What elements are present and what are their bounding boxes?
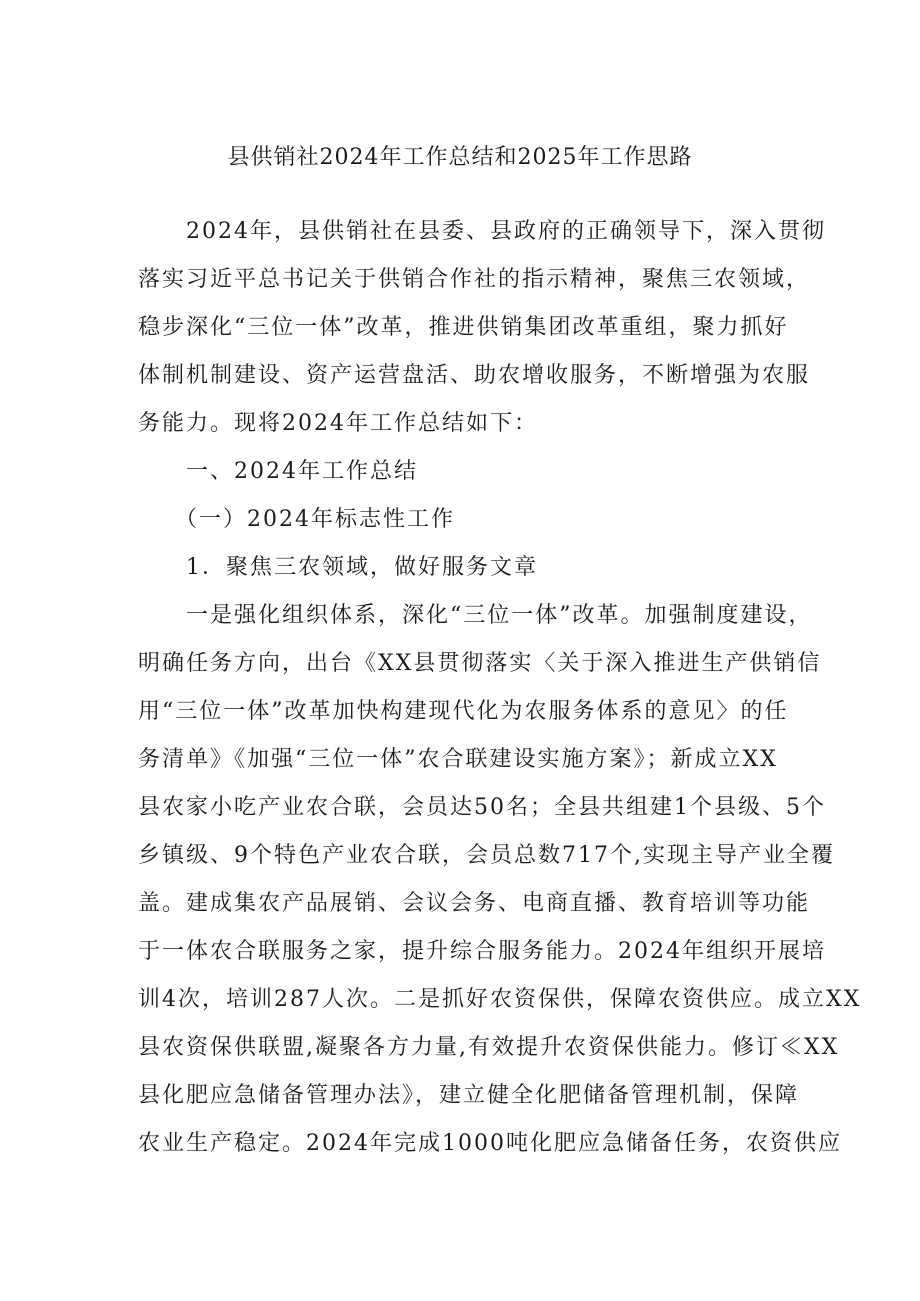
subsection-heading: （一）2024年标志性工作 xyxy=(138,507,455,532)
body-line: 务清单》《加强“三位一体”农合联建设实施方案》；新成立XX xyxy=(138,747,778,772)
body-line: 乡镇级、9个特色产业农合联，会员总数717个,实现主导产业全覆 xyxy=(138,843,835,868)
body-line: 训4次，培训287人次。二是抓好农资保供，保障农资供应。成立XX xyxy=(138,987,862,1012)
body-line: 稳步深化“三位一体”改革，推进供销集团改革重组，聚力抓好 xyxy=(138,315,789,340)
body-line: 盖。建成集农产品展销、会议会务、电商直播、教育培训等功能 xyxy=(138,891,811,916)
body-line: 明确任务方向，出台《XX县贯彻落实〈关于深入推进生产供销信 xyxy=(138,651,822,676)
body-line: 农业生产稳定。2024年完成1000吨化肥应急储备任务，农资供应 xyxy=(138,1131,842,1156)
body-line: 落实习近平总书记关于供销合作社的指示精神，聚焦三农领域， xyxy=(138,267,811,292)
body-line: 县化肥应急储备管理办法》，建立健全化肥储备管理机制，保障 xyxy=(138,1083,800,1108)
body-line: 于一体农合联服务之家，提升综合服务能力。2024年组织开展培 xyxy=(138,939,826,964)
body-line: 务能力。现将2024年工作总结如下： xyxy=(138,411,538,436)
section-heading: 一、2024年工作总结 xyxy=(138,459,418,484)
body-line: 用“三位一体”改革加快构建现代化为农服务体系的意见〉的任 xyxy=(138,699,789,724)
body-line: 县农资保供联盟,凝聚各方力量,有效提升农资保供能力。修订≪XX xyxy=(138,1035,840,1060)
body-line: 2024年，县供销社在县委、县政府的正确领导下，深入贯彻 xyxy=(138,219,826,244)
document-title: 县供销社2024年工作总结和2025年工作思路 xyxy=(227,145,693,170)
body-line: 体制机制建设、资产运营盘活、助农增收服务，不断增强为农服 xyxy=(138,363,811,388)
body-line: 一是强化组织体系，深化“三位一体”改革。加强制度建设， xyxy=(138,603,813,628)
body-line: 县农家小吃产业农合联，会员达50名；全县共组建1个县级、5个 xyxy=(138,795,826,820)
item-heading: 1．聚焦三农领域，做好服务文章 xyxy=(138,555,538,580)
